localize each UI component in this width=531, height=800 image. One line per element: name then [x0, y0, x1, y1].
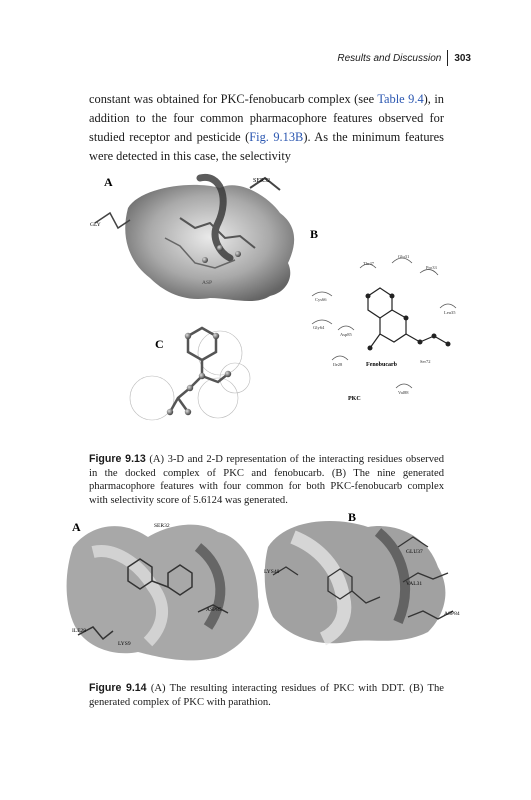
panel-c-pharmacophore: [130, 328, 250, 420]
figure-9-13: [70, 168, 470, 440]
section-title: Results and Discussion: [337, 52, 442, 64]
panel-b-2d-diagram: [310, 227, 456, 402]
residue-label: GLY: [90, 222, 101, 228]
panel-a-letter: A: [104, 175, 113, 189]
paragraph-text: constant was obtained for PKC-fenobucarb complex (see: [89, 92, 378, 106]
residue-label: Gly64: [313, 325, 325, 330]
panel-a-letter: A: [72, 520, 81, 534]
page-number: 303: [454, 52, 471, 64]
ligand-name: Fenobucarb: [366, 362, 398, 368]
residue-label: Glu31: [398, 254, 410, 259]
residue-label: SER32: [253, 178, 271, 184]
residue-label: LYS9: [118, 641, 131, 647]
residue-label: Val88: [398, 390, 409, 395]
caption-text: (A) 3-D and 2-D representation of the interacting residues observed in the docked complex of PKC and fenobucarb. (B) The nine generated pharmacophore features with four common for both PKC-fenobucarb complex with selectivity score of 5.6124 was generated.: [89, 454, 445, 506]
panel-a-ddt-complex: [67, 520, 259, 660]
paragraph-text: ), in addition to the four common pharmacophore features observed for studied receptor and pesticide (: [89, 92, 444, 144]
residue-label: GLU37: [406, 549, 423, 555]
residue-label: Cys66: [315, 297, 327, 302]
figure-9-13-caption: [89, 453, 444, 507]
figure-label: Figure 9.14: [89, 682, 147, 694]
residue-label: ASP85: [206, 607, 222, 613]
residue-label: Pro33: [426, 265, 437, 270]
residue-label: SER32: [154, 523, 170, 529]
panel-c-letter: C: [155, 337, 164, 351]
panel-b-letter: B: [348, 510, 357, 524]
residue-label: Thr47: [363, 261, 374, 266]
table-reference-link[interactable]: Table 9.4: [377, 92, 424, 106]
figure-9-14-caption: [89, 682, 444, 709]
figure-9-14: [58, 507, 472, 669]
residue-label: Ile28: [333, 362, 343, 367]
residue-label: Ser72: [420, 359, 431, 364]
panel-b-letter: B: [310, 227, 319, 241]
residue-label: ASP: [202, 280, 213, 286]
residue-label: Asp85: [340, 332, 352, 337]
paragraph-text: ). As the minimum features were detected in this case, the selectivity: [89, 130, 444, 163]
panel-b-parathion-complex: [264, 510, 460, 643]
panel-a-3d-surface: [90, 175, 294, 301]
caption-text: (A) The resulting interacting residues of PKC with DDT. (B) The generated complex of PKC with parathion.: [89, 683, 444, 708]
body-paragraph: [89, 90, 444, 166]
figure-label: Figure 9.13: [89, 453, 146, 465]
header-divider: [447, 50, 448, 66]
residue-label: Leu35: [444, 310, 456, 315]
running-header: [337, 50, 471, 66]
hydrophobic-contact-arcs: [312, 258, 456, 388]
residue-label: ILE28: [72, 628, 87, 634]
protein-name: PKC: [348, 396, 361, 402]
residue-label: LYS40: [264, 569, 280, 575]
residue-label: VAL31: [406, 581, 423, 587]
residue-label: ASP84: [444, 611, 460, 617]
figure-reference-link[interactable]: Fig. 9.13B: [249, 130, 304, 144]
